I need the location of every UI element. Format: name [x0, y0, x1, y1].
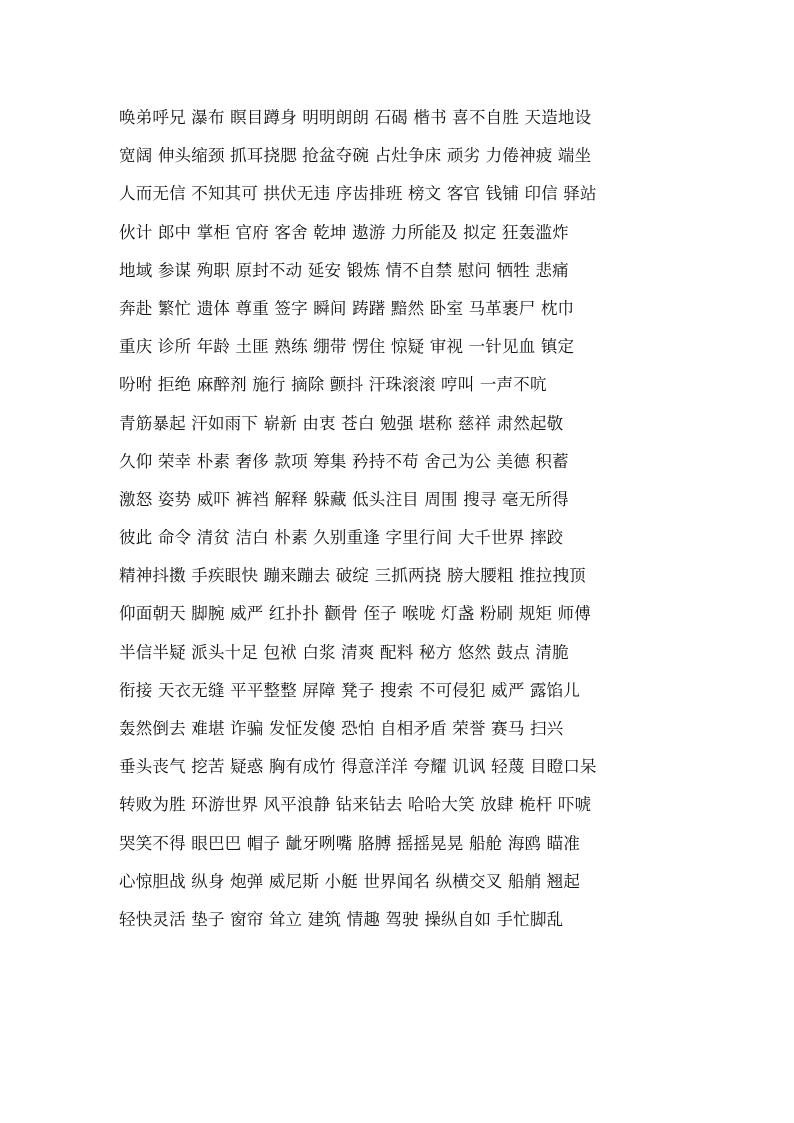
- vocab-line: 激怒 姿势 威吓 裤裆 解释 躲藏 低头注目 周围 搜寻 毫无所得: [119, 489, 569, 509]
- vocab-line: 轻快灵活 垫子 窗帘 耸立 建筑 情趣 驾驶 操纵自如 手忙脚乱: [119, 909, 564, 929]
- vocab-line: 唤弟呼兄 瀑布 瞑目蹲身 明明朗朗 石碣 楷书 喜不自胜 天造地设: [119, 108, 592, 127]
- vocab-line: 哭笑不得 眼巴巴 帽子 龇牙咧嘴 胳膊 摇摇晃晃 船舱 海鸥 瞄准: [119, 833, 581, 853]
- vocab-line: 半信半疑 派头十足 包袱 白浆 清爽 配料 秘方 悠然 鼓点 清脆: [119, 642, 569, 662]
- vocab-line: 奔赴 繁忙 遗体 尊重 签字 瞬间 踌躇 黯然 卧室 马革裹尸 枕巾: [119, 298, 575, 318]
- vocab-line: 人而无信 不知其可 拱伏无违 序齿排班 榜文 客官 钱铺 印信 驿站: [119, 184, 597, 204]
- vocab-line: 轰然倒去 难堪 诈骗 发怔发傻 恐怕 自相矛盾 荣誉 赛马 扫兴: [119, 719, 564, 738]
- vocab-line: 青筋暴起 汗如雨下 崭新 由衷 苍白 勉强 堪称 慈祥 肃然起敬: [119, 413, 564, 433]
- vocab-line: 伙计 郎中 掌柜 官府 客舍 乾坤 遨游 力所能及 拟定 狂轰滥炸: [119, 222, 569, 242]
- vocab-line: 地域 参谋 殉职 原封不动 延安 锻炼 情不自禁 慰问 牺牲 悲痛: [119, 260, 569, 280]
- vocab-line: 衔接 天衣无缝 平平整整 屏障 凳子 搜索 不可侵犯 威严 露馅儿: [119, 680, 581, 700]
- vocab-line: 吩咐 拒绝 麻醉剂 施行 摘除 颤抖 汗珠滚滚 哼叫 一声不吭: [119, 375, 547, 395]
- vocab-line: 垂头丧气 挖苦 疑惑 胸有成竹 得意洋洋 夸耀 讥讽 轻蔑 目瞪口呆: [119, 757, 597, 777]
- vocabulary-list: [119, 104, 689, 944]
- vocab-line: 重庆 诊所 年龄 土匪 熟练 绷带 愣住 惊疑 审视 一针见血 镇定: [119, 337, 575, 357]
- vocab-line: 心惊胆战 纵身 炮弹 威尼斯 小艇 世界闻名 纵横交叉 船艄 翘起: [119, 871, 581, 891]
- vocab-line: 彼此 命令 清贫 洁白 朴素 久别重逢 字里行间 大千世界 摔跤: [119, 528, 564, 548]
- vocab-line: 精神抖擞 手疾眼快 蹦来蹦去 破绽 三抓两挠 膀大腰粗 推拉拽顶: [119, 566, 586, 586]
- vocab-line: 仰面朝天 脚腕 威严 红扑扑 颧骨 侄子 喉咙 灯盏 粉刷 规矩 师傅: [119, 604, 591, 624]
- vocab-line: 宽阔 伸头缩颈 抓耳挠腮 抢盆夺碗 占灶争床 顽劣 力倦神疲 端坐: [119, 146, 592, 166]
- vocab-line: 久仰 荣幸 朴素 奢侈 款项 筹集 矜持不苟 舍己为公 美德 积蓄: [119, 451, 569, 471]
- vocab-line: 转败为胜 环游世界 风平浪静 钻来钻去 哈哈大笑 放肆 桅杆 吓唬: [119, 795, 592, 815]
